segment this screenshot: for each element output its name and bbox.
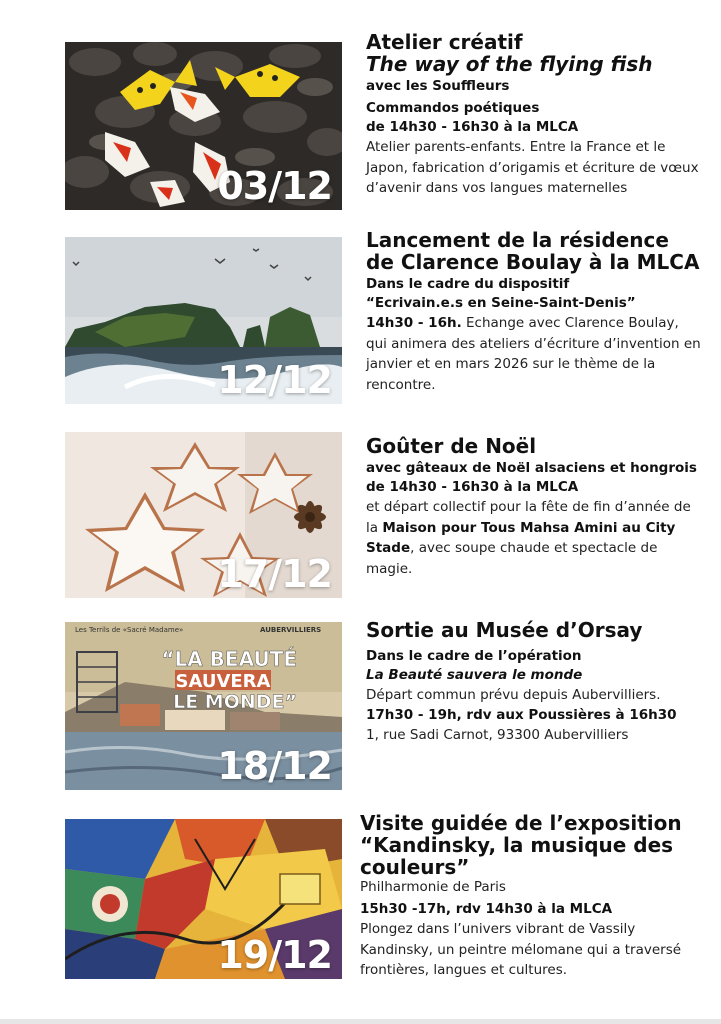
event-image-cookies: [65, 432, 342, 598]
event-details: [360, 812, 705, 981]
event-program: Commandos poétiques: [366, 100, 540, 116]
event-image-origami: [65, 42, 342, 210]
event-framework: Dans le cadre du dispositif: [366, 276, 570, 292]
poster-top-right-text: AUBERVILLIERS: [260, 626, 322, 634]
event-date: 18/12: [217, 744, 332, 788]
event-title: Visite guidée de l’exposition “Kandinsky, la musique des couleurs”: [360, 811, 682, 879]
event-title: Goûter de Noël: [366, 434, 537, 458]
event-time: de 14h30 - 16h30 à la MLCA: [366, 479, 579, 495]
event-image-seascape: [65, 237, 342, 404]
event-program: “Ecrivain.e.s en Seine-Saint-Denis”: [366, 295, 636, 311]
event-description: Départ commun prévu depuis Aubervilliers.: [366, 687, 661, 703]
event-description-block: [366, 497, 701, 579]
event-title: Atelier créatif: [366, 30, 523, 54]
event-details: [366, 31, 701, 199]
poster-top-left-text: Les Terrils de «Sacré Madame»: [75, 626, 184, 634]
event-subtitle: avec gâteaux de Noël alsaciens et hongrois: [366, 460, 697, 476]
event-date: 12/12: [217, 358, 332, 402]
event-venue: Maison pour Tous Mahsa Amini au City Stade: [366, 519, 676, 556]
event-host: avec les Souffleurs: [366, 78, 510, 94]
event-title: Sortie au Musée d’Orsay: [366, 618, 643, 642]
bottom-divider: [0, 1019, 721, 1024]
event-time: 17h30 - 19h, rdv aux Poussières à 16h30: [366, 706, 677, 723]
event-image-kandinsky: [65, 819, 342, 979]
event-description-pre: et départ collectif pour la fête de fin d’année de la: [366, 499, 691, 536]
event-title-italic: The way of the flying fish: [366, 52, 653, 76]
event-date: 03/12: [217, 164, 332, 208]
event-details: [366, 229, 701, 395]
event-description: Atelier parents-enfants. Entre la France et le Japon, fabrication d’origamis et écriture de vœux d’avenir dans vos langues maternelles: [366, 139, 699, 196]
event-time: 15h30 -17h, rdv 14h30 à la MLCA: [360, 901, 613, 917]
event-image-poster: [65, 622, 342, 790]
event-title: Lancement de la résidence de Clarence Boulay à la MLCA: [366, 228, 700, 274]
event-description: Plongez dans l’univers vibrant de Vassily Kandinsky, un peintre mélomane qui a traversé frontières, langues et cultures.: [360, 921, 682, 978]
event-venue: Philharmonie de Paris: [360, 879, 506, 895]
event-date: 19/12: [217, 933, 332, 977]
event-details: [366, 619, 701, 745]
event-description-post: , avec soupe chaude et spectacle de magie.: [366, 540, 658, 577]
event-date: 17/12: [217, 552, 332, 596]
event-time: 14h30 - 16h.: [366, 315, 462, 331]
event-description: Echange avec Clarence Boulay, qui animera des ateliers d’écriture d’invention en janvier et en mars 2026 sur le thème de la rencontre.: [366, 315, 701, 393]
event-address: 1, rue Sadi Carnot, 93300 Aubervilliers: [366, 726, 629, 743]
event-details: [366, 435, 701, 579]
event-program: La Beauté sauvera le monde: [366, 667, 583, 683]
event-description-block: [366, 313, 701, 395]
poster-line-3: LE MONDE”: [173, 691, 297, 713]
event-time: de 14h30 - 16h30 à la MLCA: [366, 119, 579, 135]
poster-line-2: SAUVERA: [175, 671, 271, 692]
poster-line-1: “LA BEAUTÉ: [161, 647, 297, 671]
event-framework: Dans le cadre de l’opération: [366, 648, 582, 664]
